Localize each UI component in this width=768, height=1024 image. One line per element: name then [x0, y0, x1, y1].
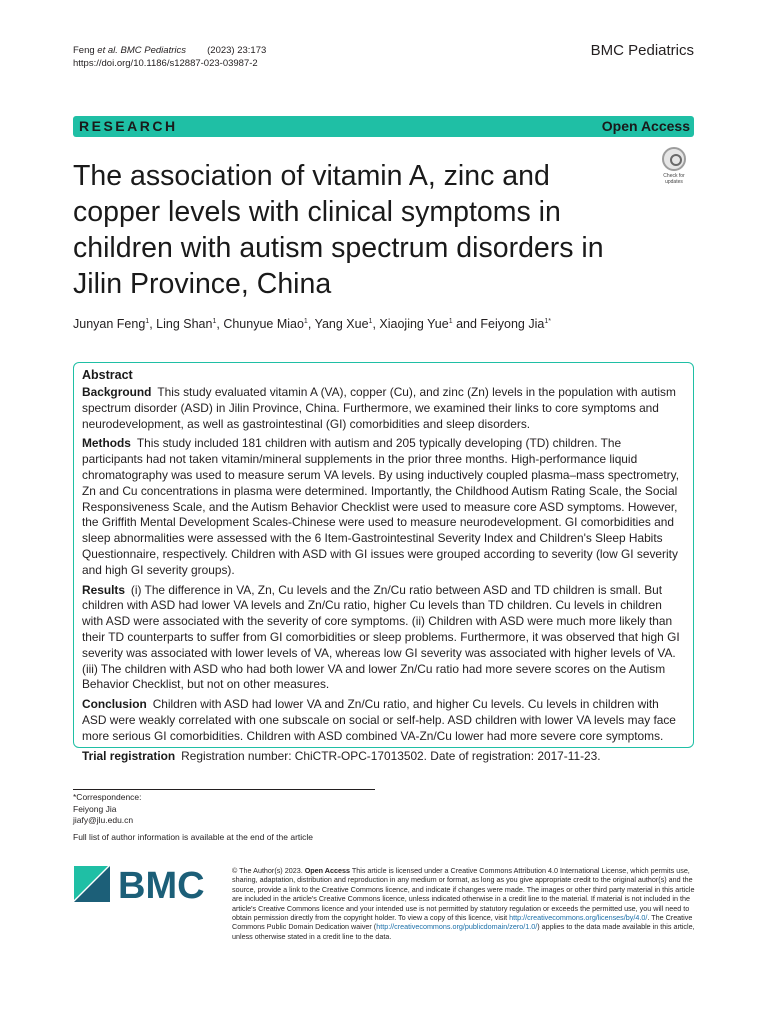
license-link-cc-by[interactable]: http://creativecommons.org/licenses/by/4.0/: [509, 913, 648, 923]
abstract-section-text: (i) The difference in VA, Zn, Cu levels and the Zn/Cu ratio between ASD and TD children is small. But children with ASD had lower VA levels and Zn/Cu ratio, higher Cu levels than TD children. Cu levels in children with ASD were associated with the severity of core symptoms. (ii) Children with ASD were much more likely than their TD counterparts to suffer from GI comorbidities or sleep problems. Furthermore, it was observed that high GI severity was associated with lower levels of VA, whereas low GI severity was associated with higher levels of VA. (iii) The children with ASD who had both lower VA and lower Zn/Cu ratio had more severe scores on the Autism Behavior Checklist, but not on other measures.: [82, 582, 680, 692]
citation: [73, 44, 266, 70]
author-separator: ,: [216, 317, 224, 331]
author-name: Junyan Feng: [73, 317, 146, 331]
citation-authors: Feng: [73, 45, 98, 56]
citation-year-volume: (2023) 23:173: [207, 45, 267, 56]
author-name: Feiyong Jia: [480, 317, 545, 331]
author-name: Chunyue Miao: [223, 317, 304, 331]
bmc-logo: [74, 866, 214, 902]
abstract-section-heading: Background: [82, 385, 152, 399]
license-copyright: © The Author(s) 2023.: [232, 866, 305, 875]
abstract-section: [82, 385, 685, 432]
author-name: Xiaojing Yue: [379, 317, 449, 331]
author-affiliation-marker: 1: [145, 317, 150, 325]
license-body-3: ) applies to the data made available in this article, unless otherwise stated in a credit line to the data.: [232, 922, 695, 941]
citation-journal: et al. BMC Pediatrics: [97, 45, 186, 56]
author-separator: ,: [307, 317, 315, 331]
correspondence-name: Feiyong Jia: [73, 803, 117, 814]
abstract-section-text: Registration number: ChiCTR-OPC-17013502. Date of registration: 2017-11-23.: [181, 748, 601, 763]
abstract-section: [82, 749, 685, 765]
abstract-heading: Abstract: [82, 368, 133, 382]
license-link-cc0[interactable]: http://creativecommons.org/publicdomain/zero/1.0/: [376, 922, 538, 932]
author-affiliation-marker: 1: [448, 317, 453, 325]
abstract-box: [73, 362, 694, 763]
abstract-sections: [82, 385, 685, 764]
abstract-section: [82, 697, 685, 744]
license-body-2: . The Creative Commons Public Domain Dedication waiver (: [232, 913, 693, 932]
check-updates-line2: updates: [665, 179, 683, 185]
license-text: [232, 866, 695, 941]
check-for-updates-icon: [662, 147, 686, 171]
correspondence-email[interactable]: jiafy@jlu.edu.cn: [73, 815, 134, 825]
bmc-logo-text: BMC: [118, 866, 205, 902]
license-body: This article is licensed under a Creative Commons Attribution 4.0 International License, which permits use, sharing, adaptation, distribution and reproduction in any medium or format, as long as you give appropriate credit to the original author(s) and the source, provide a link to the Creative Commons licence, and indicate if changes were made. The images or other third party material in this article are included in the article's Creative Commons licence, unless indicated otherwise in a credit line to the material. If material is not included in the article's Creative Commons licence and your intended use is not permitted by statutory regulation or exceeds the permitted use, you will need to obtain permission directly from the copyright holder. To view a copy of this licence, visit: [232, 866, 695, 923]
abstract-section-text: Children with ASD had lower VA and Zn/Cu ratio, and higher Cu levels. Cu levels in children with ASD were weakly correlated with one subscale on social or self-help. ASD children with lower VA levels may face more serious GI comorbidities. Children with ASD combined VA-Zn/Cu lower had more severe core symptoms.: [82, 697, 676, 743]
abstract-section-text: This study included 181 children with autism and 205 typically developing (TD) children. The participants had not taken vitamin/mineral supplements in the prior three months. High-performance liquid chromatography was used to measure serum VA levels. By using inductively coupled plasma–mass spectrometry, Zn and Cu concentrations in plasma were determined. Importantly, the Childhood Autism Rating Scale, the Social Responsiveness Scale, and the Autism Behavior Checklist were used to measure core ASD symptoms. However, the Griffith Mental Development Scales-Chinese were used to measure neurodevelopment. GI comorbidities and sleep abnormalities were assessed with the 6 Item-Gastrointestinal Severity Index and Children's Sleep Habits Questionnaire, respectively. Children with ASD with GI issues were grouped according to severity (low GI severity and high GI severity groups).: [82, 436, 680, 577]
article-title: The association of vitamin A, zinc and copper levels with clinical symptoms in children with autism spectrum disorders in Jilin Province, China: [73, 160, 604, 300]
check-updates-line1: Check for: [663, 173, 685, 179]
abstract-section-text: This study evaluated vitamin A (VA), copper (Cu), and zinc (Zn) levels in the population with autism spectrum disorder (ASD) in Jilin Province, China. Furthermore, we examined their links to core symptoms and neurodevelopment, as well as gastrointestinal (GI) comorbidities and sleep disorders.: [82, 385, 676, 431]
author-name: Ling Shan: [156, 317, 213, 331]
correspondence-label: *Correspondence:: [73, 792, 142, 802]
abstract-section: [82, 436, 685, 578]
author-separator: ,: [149, 317, 157, 331]
doi-link[interactable]: https://doi.org/10.1186/s12887-023-03987-2: [73, 58, 258, 69]
correspondence-note: [73, 792, 142, 827]
author-affiliation-marker: 1: [303, 317, 308, 325]
author-separator: and: [452, 317, 481, 331]
author-name: Yang Xue: [314, 317, 369, 331]
check-for-updates-button[interactable]: [654, 147, 694, 185]
author-info-note: Full list of author information is available at the end of the article: [73, 832, 314, 842]
license-open-access: Open Access: [304, 866, 350, 875]
abstract-section-heading: Conclusion: [82, 697, 147, 712]
author-separator: ,: [372, 317, 380, 331]
open-access-label: Open Access: [601, 118, 690, 134]
footnote-divider: [73, 789, 375, 790]
journal-name: BMC Pediatrics: [590, 42, 694, 59]
author-list: [73, 317, 693, 331]
abstract-section-heading: Trial registration: [82, 748, 176, 763]
author-affiliation-marker: 1*: [544, 317, 551, 325]
abstract-section-heading: Results: [82, 582, 125, 597]
author-affiliation-marker: 1: [212, 317, 217, 325]
author-affiliation-marker: 1: [368, 317, 373, 325]
abstract-section: [82, 583, 685, 694]
abstract-section-heading: Methods: [82, 436, 131, 451]
article-type-banner: [73, 116, 694, 137]
article-type-label: RESEARCH: [79, 118, 178, 134]
